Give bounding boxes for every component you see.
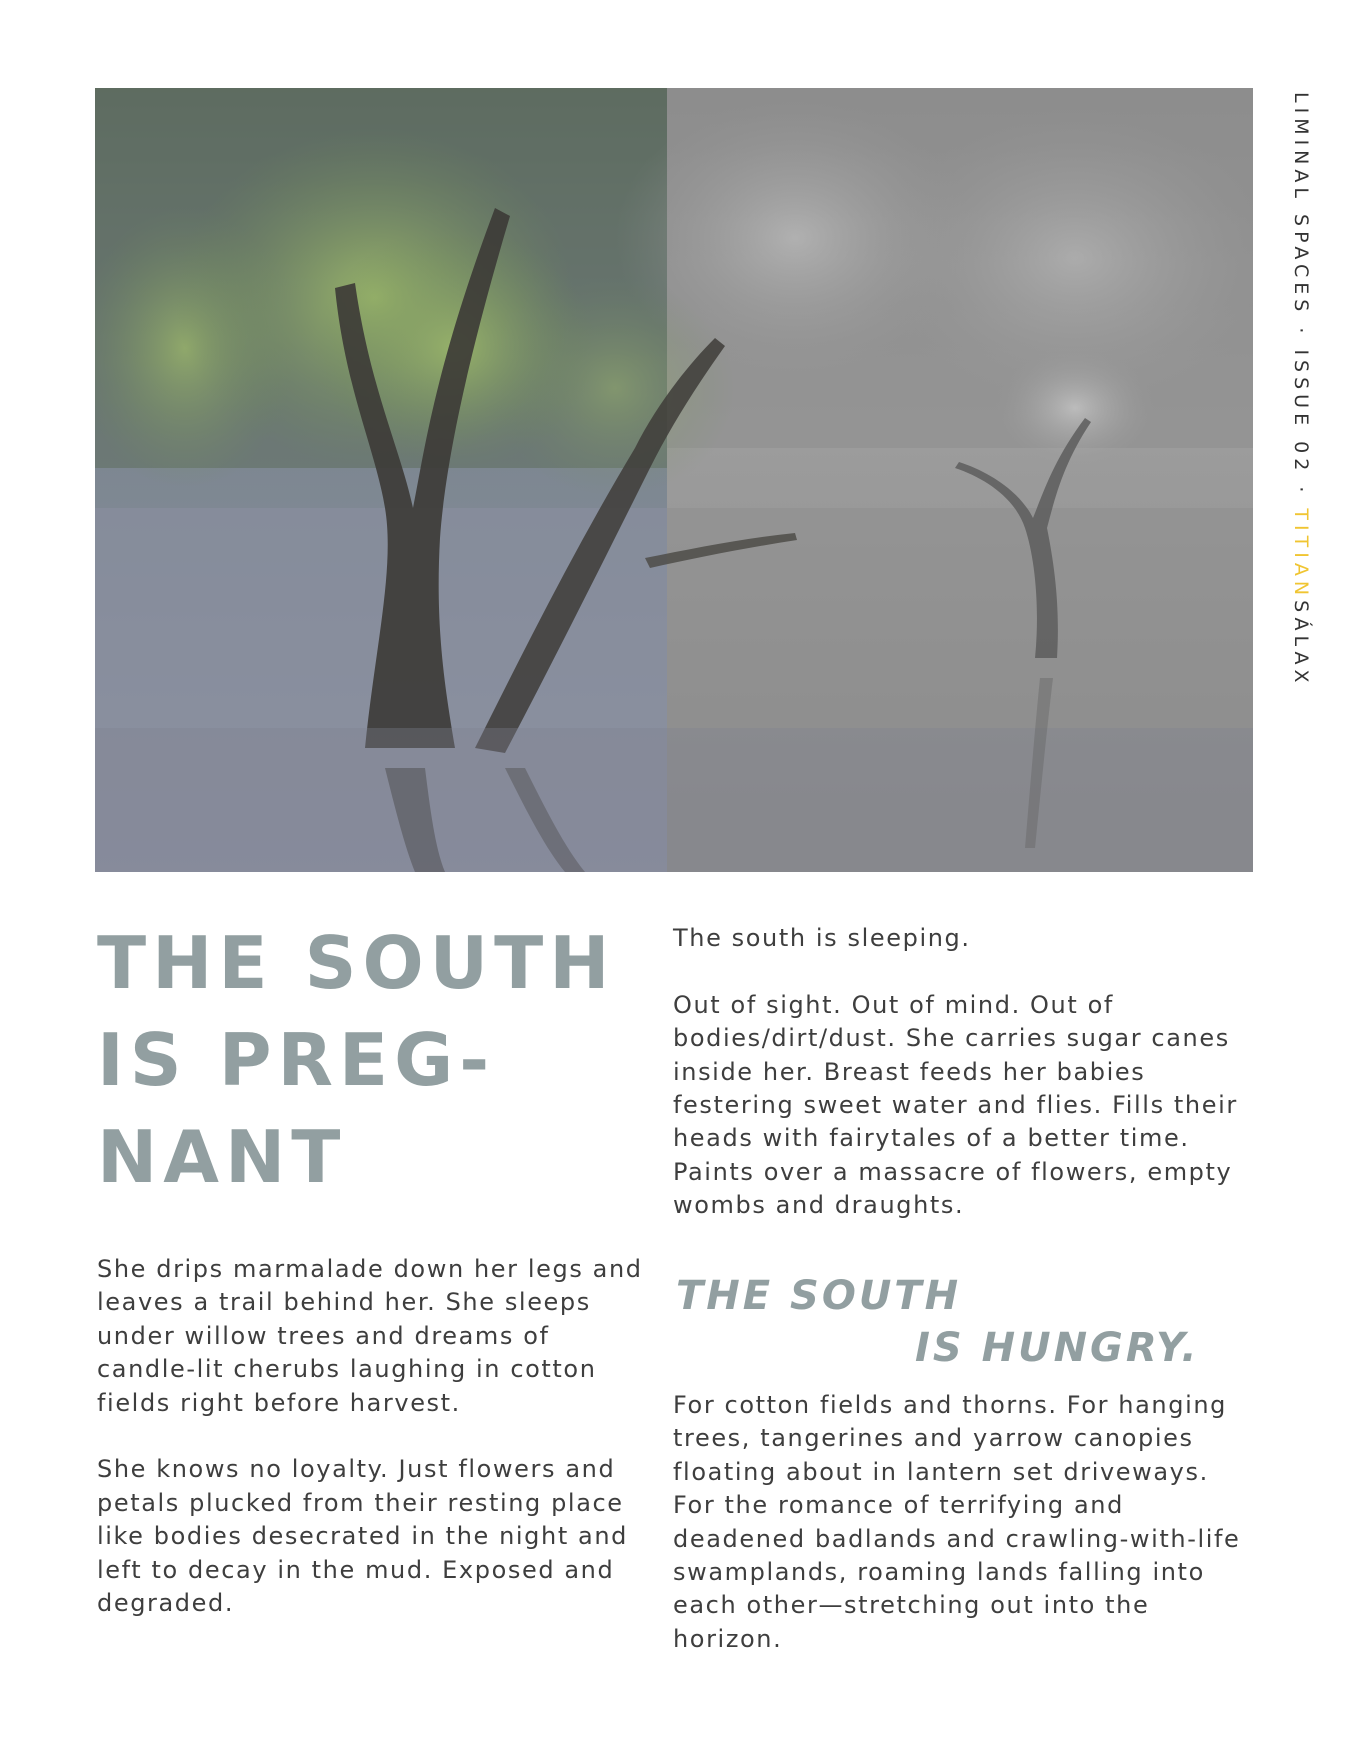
misty-lake-trees-image — [95, 88, 1253, 872]
pull-quote-line-1: THE SOUTH — [676, 1273, 962, 1319]
pull-quote — [676, 1270, 1236, 1374]
issue-label: LIMINAL SPACES · ISSUE 02 · — [1290, 92, 1312, 509]
author-first-name: TITIAN — [1290, 508, 1312, 601]
right-paragraph-2: Out of sight. Out of mind. Out of bodies/dirt/dust. She carries sugar canes inside her. Breast feeds her babies festering sweet water and flies. Fills their heads with fairytales of a better time. Paints over a massacre of flowers, empty wombs and draughts. — [673, 990, 1238, 1220]
headline-line-3: NANT — [97, 1115, 347, 1199]
left-paragraph-1: She drips marmalade down her legs and leaves a trail behind her. She sleeps under willow trees and dreams of candle-lit cherubs laughing in cotton fields right before harvest. — [97, 1255, 643, 1417]
hero-photo — [95, 88, 1253, 872]
headline-line-2: IS PREG- — [97, 1018, 496, 1102]
left-column — [97, 1253, 657, 1654]
left-paragraph-2: She knows no loyalty. Just flowers and petals plucked from their resting place like bodies desecrated in the night and left to decay in the mud. Exposed and degraded. — [97, 1455, 629, 1618]
right-column-top — [673, 922, 1253, 1256]
pull-quote-line-2: IS HUNGRY. — [915, 1325, 1200, 1371]
right-paragraph-1: The south is sleeping. — [673, 924, 971, 952]
issue-credit-vertical — [1290, 92, 1312, 688]
headline-line-1: THE SOUTH — [97, 921, 616, 1005]
author-last-name: SÁLAX — [1290, 600, 1312, 688]
article-headline — [97, 915, 617, 1206]
right-column-bottom — [673, 1389, 1253, 1690]
right-paragraph-3: For cotton fields and thorns. For hanging trees, tangerines and yarrow canopies floating about in lantern set driveways. For the romance of terrifying and deadened badlands and crawling-with-life swamplands, roaming lands falling into each other—stretching out into the horizon. — [673, 1391, 1241, 1653]
